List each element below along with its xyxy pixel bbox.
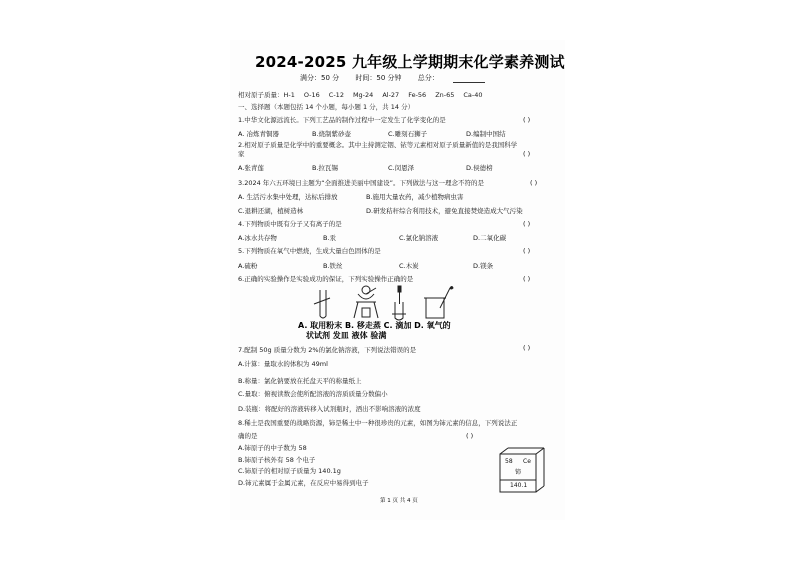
dropper-icon [392, 286, 406, 320]
option: D.侯德榜 [466, 164, 493, 172]
option: B.汞 [323, 234, 337, 242]
atomic-mass: Fe-56 [408, 91, 427, 99]
question-8-stem-cont: 确的是 [238, 432, 258, 440]
question-5-stem: 5.下列物质在氧气中燃烧，生成大量白色固体的是 [238, 247, 381, 255]
atomic-mass: Ca-40 [463, 91, 483, 99]
question-3-options-row2 [238, 206, 523, 215]
atomic-mass: O-16 [303, 91, 320, 99]
question-1-stem: 1.中华文化源远流长。下列工艺品的制作过程中一定发生了化学变化的是 [238, 116, 446, 124]
option: A. 冶炼青铜器 [238, 130, 279, 138]
answer-paren: ( ) [523, 275, 531, 283]
option: B.铈原子核外有 58 个电子 [238, 456, 316, 464]
oxygen-test-icon [424, 287, 453, 319]
answer-paren: ( ) [523, 150, 531, 158]
option: B.拉瓦锡 [312, 164, 339, 172]
option: D.装瓶：将配好的溶液转移入试剂瓶时，洒出不影响溶液的浓度 [238, 405, 421, 413]
question-3-options-row1 [238, 192, 464, 201]
question-8-stem: 8.稀土是我国重要的战略资源，铈是稀土中一种很珍贵的元素，如图为铈元素的信息，下列说法正 [238, 419, 518, 427]
option: C.木炭 [399, 262, 419, 270]
section-heading: 一、选择题（本题包括 14 个小题，每小题 1 分，共 14 分） [238, 103, 415, 111]
lab-operations-figure [300, 284, 460, 322]
option: A.张青莲 [238, 164, 264, 172]
question-2-stem-cont: 家 [238, 150, 245, 158]
question-3-stem: 3.2024 年六五环境日主题为“全面推进美丽中国建设”。下列做法与这一理念不符的是 [238, 179, 485, 187]
cerium-symbol: Ce [523, 458, 531, 465]
question-6-stem: 6.正确的实验操作是实验成功的保证，下列实验操作正确的是 [238, 275, 414, 283]
answer-paren: ( ) [466, 432, 474, 440]
answer-paren: ( ) [523, 247, 531, 255]
answer-paren: ( ) [523, 116, 531, 124]
exam-title: 2024-2025 九年级上学期期末化学素养测试 [255, 53, 565, 71]
atomic-mass: 相对原子质量：H-1 [238, 91, 295, 99]
option: C.量取：俯视读数会使所配溶液的溶质质量分数偏小 [238, 390, 388, 398]
question-1-options [238, 129, 506, 138]
evaporating-dish-icon [354, 286, 378, 318]
test-tube-powder-icon [314, 290, 330, 318]
answer-paren: ( ) [523, 220, 531, 228]
option: A.计算：量取水的体积为 49ml [238, 360, 328, 368]
option: B.烧制紫砂壶 [312, 130, 352, 138]
full-score: 满分：50 分 [300, 74, 340, 82]
exam-time: 时间：50 分钟 [355, 74, 402, 82]
total-score-label: 总分： [417, 74, 439, 82]
option: B.铁丝 [323, 262, 343, 270]
question-7-stem: 7.配制 50g 质量分数为 2%的氯化钠溶液，下列说法错误的是 [238, 346, 417, 354]
option: A.铈原子的中子数为 58 [238, 444, 307, 452]
option: D.研发秸秆综合利用技术，避免直接焚烧造成大气污染 [366, 207, 523, 215]
atomic-masses [238, 91, 483, 99]
option: A. 生活污水集中处理，达标后排放 [238, 193, 338, 201]
atomic-mass: C-12 [328, 91, 344, 99]
atomic-mass: Zn-65 [435, 91, 455, 99]
page-footer: 第 1 页 共 4 页 [380, 498, 418, 504]
option: C.闵恩泽 [388, 164, 415, 172]
answer-paren: ( ) [523, 344, 531, 352]
atomic-mass: Mg-24 [352, 91, 374, 99]
question-2-options [238, 163, 493, 172]
figure-label-line1: A. 取用粉末 B. 移走蒸 C. 滴加 D. 氧气的 [298, 321, 451, 330]
cerium-name: 铈 [515, 469, 522, 476]
option: D.二氧化碳 [473, 234, 507, 242]
option: A.硫粉 [238, 262, 258, 270]
atomic-mass: Al-27 [382, 91, 400, 99]
figure-labels [298, 321, 451, 341]
option: A.冰水共存物 [238, 234, 277, 242]
option: D.编制中国结 [466, 130, 506, 138]
total-score-blank [453, 75, 485, 83]
question-2-stem: 2.相对原子质量是化学中的重要概念。其中主持测定铟、铱等元素相对原子质量新值的是我国科学 [238, 141, 518, 149]
cerium-atomic-number: 58 [505, 458, 513, 465]
option: B.称量：氯化钠要放在托盘天平的称量纸上 [238, 377, 362, 385]
option: C.氯化钠溶液 [399, 234, 439, 242]
option: C.铈原子的相对原子质量为 140.1g [238, 467, 341, 475]
question-4-options [238, 233, 506, 242]
option: D.镁条 [473, 262, 494, 270]
option: C.雕刻石狮子 [388, 130, 428, 138]
question-5-options [238, 261, 493, 270]
figure-label-line2: 状试剂 发皿 液体 验满 [306, 331, 387, 340]
question-4-stem: 4.下列物质中既有分子又有离子的是 [238, 220, 342, 228]
cerium-atomic-mass: 140.1 [510, 482, 528, 489]
answer-paren: ( ) [530, 179, 538, 187]
option: B.施用大量农药，减少植物病虫害 [366, 193, 464, 201]
option: D.铈元素属于金属元素，在反应中易得到电子 [238, 479, 369, 487]
option: C.退耕还湖，植树造林 [238, 207, 304, 215]
exam-meta [300, 73, 499, 83]
